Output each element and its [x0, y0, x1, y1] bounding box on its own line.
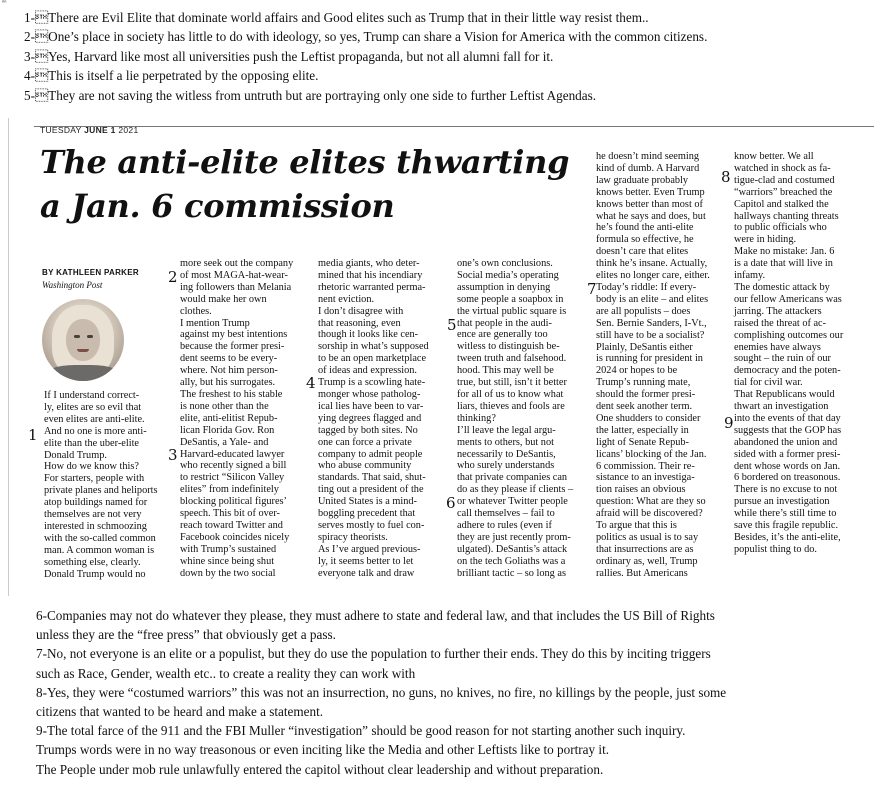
article-text-line: boggling precedent that — [318, 508, 416, 520]
handwritten-marker-1: 1 — [28, 426, 38, 444]
annotation-8-cont: citizens that wanted to be heard and make a statement. — [36, 704, 324, 720]
article-text-line: The domestic attack by — [734, 281, 830, 293]
article-text-line: elites no longer care, either. — [596, 270, 710, 282]
handwritten-marker-2: 2 — [168, 268, 178, 286]
article-text-line: jarring. The attackers — [734, 305, 822, 317]
article-text-line: against my best intentions — [180, 329, 288, 341]
article-text-line: rallies. But Americans — [596, 567, 688, 579]
article-text-line: that insurrections are as — [596, 543, 694, 555]
article-text-line: think he’s insane. Actually, — [596, 258, 708, 270]
article-text-line: ting out a president of the — [318, 484, 424, 496]
article-text-line: formula so effective, he — [596, 234, 694, 246]
article-text-line: Plainly, DeSantis either — [596, 341, 693, 353]
dateline — [40, 125, 138, 135]
article-text-line: he’s found the anti-elite — [596, 222, 694, 234]
article-text-line: one’s own conclusions. — [457, 258, 553, 269]
article-text-line: monger whose patholog- — [318, 388, 421, 400]
article-text-line: for all of us to know what — [457, 388, 564, 400]
article-text-line: ly, elites are so evil that — [44, 401, 142, 413]
article-text-line: How do we know this? — [44, 461, 139, 473]
article-text-line: interested in schmoozing — [44, 520, 147, 532]
article-text-line: company to admit people — [318, 448, 423, 460]
clipping-edge — [8, 118, 9, 596]
article-text-line: ulgated). DeSantis’s attack — [457, 543, 568, 555]
article-text-line: is a date that will live in — [734, 258, 833, 270]
article-text-line: If I understand correct- — [44, 390, 140, 401]
article-text-line: mined that his incendiary — [318, 269, 423, 281]
article-text-line: one can force a private — [318, 436, 412, 448]
article-text-line: sought – the ruin of our — [734, 353, 831, 365]
byline: BY KATHLEEN PARKER — [42, 268, 139, 277]
article-text-line: doesn’t care that elites — [596, 246, 689, 258]
article-text-line: ordinary as, well, Trump — [596, 555, 698, 567]
handwritten-marker-3: 3 — [168, 446, 178, 464]
article-text-line: kind of dumb. A Harvard — [596, 162, 700, 174]
article-text-line: lican Florida Gov. Ron — [180, 424, 275, 436]
annotation-3: 3-Yes, Harvard like most all universities push the Leftist propaganda, but not all alumni fall for it. — [24, 48, 554, 64]
article-text-line: I mention Trump — [180, 317, 250, 329]
article-text-line: though it looks like cen- — [318, 329, 419, 341]
article-column-4 — [457, 258, 589, 579]
article-text-line: some people a soapbox in — [457, 293, 564, 305]
article-text-line: I’ll leave the legal argu- — [457, 424, 556, 436]
article-text-line: save this fragile republic. — [734, 520, 839, 532]
annotation-4: 4-This is itself a lie perpetrated by the opposing elite. — [24, 68, 319, 84]
annotation-8: 8-Yes, they were “costumed warriors” this was not an insurrection, no guns, no knives, no fire, no killings by the people, just some — [36, 684, 727, 700]
article-text-line: standards. That said, shut- — [318, 472, 426, 484]
article-text-line: on the tech Goliaths was a — [457, 555, 566, 567]
article-text-line: And no one is more anti- — [44, 425, 147, 437]
article-text-line: Social media’s operating — [457, 269, 559, 281]
article-column-5 — [596, 151, 726, 580]
article-text-line: down by the two social — [180, 567, 276, 579]
corner-mark: ⁿⁿ — [2, 0, 7, 6]
article-text-line: One shudders to consider — [596, 412, 701, 424]
article-text-line: elite, anti-elitist Repub- — [180, 412, 278, 424]
article-text-line: That Republicans would — [734, 389, 835, 401]
article-text-line: man. A common woman is — [44, 544, 155, 556]
article-text-line: to be an open marketplace — [318, 353, 427, 365]
article-text-line: ical lies have been to var- — [318, 400, 424, 412]
article-text-line: ments to others, but not — [457, 436, 554, 448]
article-text-line: brilliant tactic – so long as — [457, 567, 566, 579]
article-text-line: democracy and the poten- — [734, 365, 841, 377]
article-text-line: the virtual public square is — [457, 305, 567, 317]
article-text-line: into the events of that day — [734, 412, 841, 424]
article-text-line: licans’ blocking of the Jan. — [596, 448, 707, 460]
article-text-line: Make no mistake: Jan. 6 — [734, 246, 835, 258]
annotation-9-cont: Trumps words were in no way treasonous or even inciting like the Media and other Leftists like to portray it. — [36, 742, 610, 758]
article-text-line: populist thing to do. — [734, 543, 817, 555]
article-text-line: he doesn’t mind seeming — [596, 151, 700, 162]
article-text-line: enemies have always — [734, 341, 821, 353]
article-text-line: speech. This bit of over- — [180, 508, 280, 520]
article-text-line: still have to be a socialist? — [596, 329, 705, 341]
top-annotations — [24, 8, 884, 105]
article-text-line: infamy. — [734, 270, 766, 282]
article-text-line: something else, clearly. — [44, 556, 141, 568]
article-text-line: Capitol and stalked the — [734, 198, 829, 210]
article-text-line: There is no excuse to not — [734, 484, 838, 496]
byline-organization: Washington Post — [42, 280, 103, 290]
article-text-line: Besides, it’s the anti-elite, — [734, 532, 841, 543]
article-text-line: watched in shock as fa- — [734, 162, 831, 174]
annotation-7: 7-No, not everyone is an elite or a populist, but they do use the population to further their ends. They do this by inciting triggers — [36, 646, 711, 662]
article-text-line: hallways chanting threats — [734, 210, 839, 222]
article-text-line: private planes and heliports — [44, 485, 158, 497]
article-text-line: are all populists – does — [596, 305, 691, 317]
article-text-line: ence are generally too — [457, 329, 548, 341]
dateline-day: TUESDAY — [40, 125, 82, 135]
bottom-annotations — [36, 606, 892, 779]
article-text-line: with Trump’s sustained — [180, 543, 277, 555]
article-text-line: serves mostly to fuel con- — [318, 519, 425, 531]
article-text-line: knows better. Even Trump — [596, 186, 705, 198]
article-text-line: call themselves – fail to — [457, 508, 555, 520]
article-text-line: Facebook coincides nicely — [180, 531, 290, 543]
article-text-line: Today’s riddle: If every- — [596, 281, 697, 293]
article-text-line: tion raises an obvious — [596, 484, 686, 496]
article-text-line: 2024 or hopes to be — [596, 365, 678, 377]
article-text-line: who surely understands — [457, 460, 555, 472]
article-text-line: tigue-clad and costumed — [734, 174, 835, 186]
article-text-line: necessarily to DeSantis, — [457, 448, 556, 460]
article-text-line: question: What are they so — [596, 496, 706, 508]
article-text-line: Donald Trump. — [44, 449, 107, 461]
article-text-line: that reasoning, even — [318, 317, 401, 329]
article-column-2 — [180, 258, 310, 579]
article-text-line: witless to distinguish be- — [457, 341, 560, 353]
article-text-line: to restrict “Silicon Valley — [180, 472, 285, 484]
article-text-line: ly, it seems better to let — [318, 555, 414, 567]
article-text-line: should the former presi- — [596, 389, 696, 401]
article-text-line: afraid will be discovered? — [596, 508, 703, 520]
article-text-line: where. Not him person- — [180, 365, 278, 377]
article-text-line: ally, but his surrogates. — [180, 377, 276, 389]
article-text-line: dent seems to be every- — [180, 353, 278, 365]
article-text-line: 6 commission. Their re- — [596, 460, 695, 472]
article-text-line: hood. This may well be — [457, 365, 554, 377]
article-text-line: United States is a mind- — [318, 496, 417, 508]
article-headline — [40, 140, 600, 228]
handwritten-marker-9: 9 — [724, 414, 734, 432]
article-text-line: DeSantis, a Yale- and — [180, 436, 269, 448]
article-text-line: tial for civil war. — [734, 377, 803, 389]
article-text-line: adhere to rules (even if — [457, 519, 552, 531]
annotation-1: 1-There are Evil Elite that dominate world affairs and Good elites such as Trump that in their little way resist them.. — [24, 10, 649, 25]
article-text-line: to public officials who — [734, 222, 827, 234]
article-text-line: our fellow Americans was — [734, 293, 842, 305]
article-text-line: sistance to an investiga- — [596, 472, 695, 484]
article-text-line: sided with a former presi- — [734, 448, 841, 460]
dateline-year: 2021 — [118, 125, 139, 135]
article-text-line: who abuse community — [318, 460, 412, 472]
article-text-line: media giants, who deter- — [318, 258, 420, 269]
article-text-line: blocking political figures’ — [180, 496, 287, 508]
article-text-line: elites” from indefinitely — [180, 484, 279, 496]
article-text-line: Trump’s running mate, — [596, 377, 691, 389]
article-text-line: For starters, people with — [44, 473, 145, 485]
handwritten-marker-8: 8 — [721, 168, 731, 186]
article-text-line: politics as usual is to say — [596, 532, 699, 543]
annotation-6: 6-Companies may not do whatever they please, they must adhere to state and federal law, and that includes the US Bill of Rights — [36, 608, 715, 623]
article-text-line: dent whose words on Jan. — [734, 460, 841, 472]
article-text-line: dent seek another term. — [596, 401, 693, 413]
article-text-line: tagged by both sites. No — [318, 424, 418, 436]
handwritten-marker-5: 5 — [447, 316, 457, 334]
article-text-line: thinking? — [457, 412, 496, 424]
article-text-line: Trump is a scowling hate- — [318, 377, 426, 389]
article-text-line: clothes. — [180, 305, 212, 317]
article-text-line: everyone talk and draw — [318, 567, 415, 579]
article-text-line: do as they please if clients – — [457, 484, 574, 496]
article-column-1 — [44, 390, 172, 581]
article-text-line: ing followers than Melania — [180, 281, 292, 293]
article-text-line: raised the threat of ac- — [734, 317, 827, 329]
article-text-line: complishing outcomes our — [734, 329, 844, 341]
article-text-line: To argue that this is — [596, 520, 677, 532]
article-text-line: who recently signed a bill — [180, 460, 287, 472]
article-text-line: light of Senate Repub- — [596, 436, 689, 448]
article-text-line: is none other than the — [180, 400, 269, 412]
article-text-line: true, but still, isn’t it better — [457, 377, 567, 389]
article-text-line: suggests that the GOP has — [734, 424, 842, 436]
article-text-line: that private companies can — [457, 472, 568, 484]
article-text-line: Donald Trump would no — [44, 568, 146, 580]
article-text-line: with the so-called common — [44, 532, 156, 544]
article-text-line: what he says and does, but — [596, 210, 706, 222]
annotation-7-cont: such as Race, Gender, wealth etc.. to create a reality they can work with — [36, 665, 416, 681]
headline-line-2: a Jan. 6 commission — [40, 187, 395, 225]
article-text-line: because the former presi- — [180, 341, 285, 353]
article-text-line: nent eviction. — [318, 293, 375, 305]
article-text-line: were in hiding. — [734, 234, 797, 246]
article-text-line: while there’s still time to — [734, 508, 837, 520]
handwritten-marker-4: 4 — [306, 374, 316, 392]
article-text-line: even elites are anti-elite. — [44, 413, 145, 425]
article-text-line: “warriors” breached the — [734, 186, 833, 198]
article-text-line: would make her own — [180, 293, 267, 305]
article-column-6 — [734, 151, 864, 556]
handwritten-marker-6: 6 — [446, 494, 456, 512]
clipping-rule — [34, 126, 874, 127]
article-text-line: pursue an investigation — [734, 496, 830, 508]
article-column-3 — [318, 258, 446, 579]
annotation-9: 9-The total farce of the 911 and the FBI Muller “investigation” should be good reason for not starting another such inquiry. — [36, 723, 686, 739]
article-text-line: thwart an investigation — [734, 401, 829, 413]
article-text-line: body is an elite – and elites — [596, 293, 709, 305]
article-text-line: is running for president in — [596, 353, 703, 365]
article-text-line: whine since being shut — [180, 555, 275, 567]
article-text-line: themselves are not very — [44, 509, 142, 521]
article-text-line: spiracy theorists. — [318, 531, 388, 543]
article-text-line: know better. We all — [734, 151, 814, 162]
headline-line-1: The anti-elite elites thwarting — [40, 143, 570, 181]
annotation-6-cont: unless they are the “free press” that obviously get a pass. — [36, 627, 336, 643]
annotation-2: 2-One’s place in society has little to do with ideology, so yes, Trump can share a Vision for America with the common citizens. — [24, 29, 708, 45]
handwritten-marker-7: 7 — [587, 280, 597, 298]
article-text-line: knows better than most of — [596, 198, 703, 210]
article-text-line: liars, thieves and fools are — [457, 400, 565, 412]
article-text-line: atop buildings named for — [44, 497, 148, 509]
article-text-line: that people in the audi- — [457, 317, 552, 329]
article-text-line: the latter, especially in — [596, 424, 689, 436]
article-text-line: 6 bordered on treasonous. — [734, 472, 841, 484]
article-text-line: law graduate probably — [596, 174, 689, 186]
annotation-9-cont-2: The People under mob rule unlawfully entered the capitol without clear leadership and without preparation. — [36, 761, 604, 777]
article-text-line: sorship in what’s supposed — [318, 341, 429, 353]
article-text-line: they are just recently prom- — [457, 531, 571, 543]
author-photo — [42, 299, 124, 381]
article-text-line: tween truth and falsehood. — [457, 353, 567, 365]
dateline-date: JUNE 1 — [84, 125, 116, 135]
article-text-line: rhetoric warranted perma- — [318, 281, 426, 293]
article-text-line: or whatever Twitter people — [457, 496, 568, 508]
article-text-line: The freshest to his stable — [180, 388, 283, 400]
article-text-line: ying degrees flagged and — [318, 412, 422, 424]
article-text-line: elite than the uber-elite — [44, 437, 139, 449]
annotation-5: 5-They are not saving the witless from untruth but are portraying only one side to further Leftist Agendas. — [24, 87, 597, 103]
article-text-line: of ideas and expression. — [318, 365, 417, 377]
article-text-line: As I’ve argued previous- — [318, 543, 421, 555]
article-text-line: of most MAGA-hat-wear- — [180, 269, 288, 281]
article-text-line: Harvard-educated lawyer — [180, 448, 285, 460]
article-text-line: assumption in denying — [457, 281, 551, 293]
article-text-line: abandoned the union and — [734, 436, 838, 448]
article-text-line: reach toward Twitter and — [180, 519, 283, 531]
article-text-line: more seek out the company — [180, 258, 294, 269]
article-text-line: Sen. Bernie Sanders, I-Vt., — [596, 317, 707, 329]
article-text-line: I don’t disagree with — [318, 305, 404, 317]
